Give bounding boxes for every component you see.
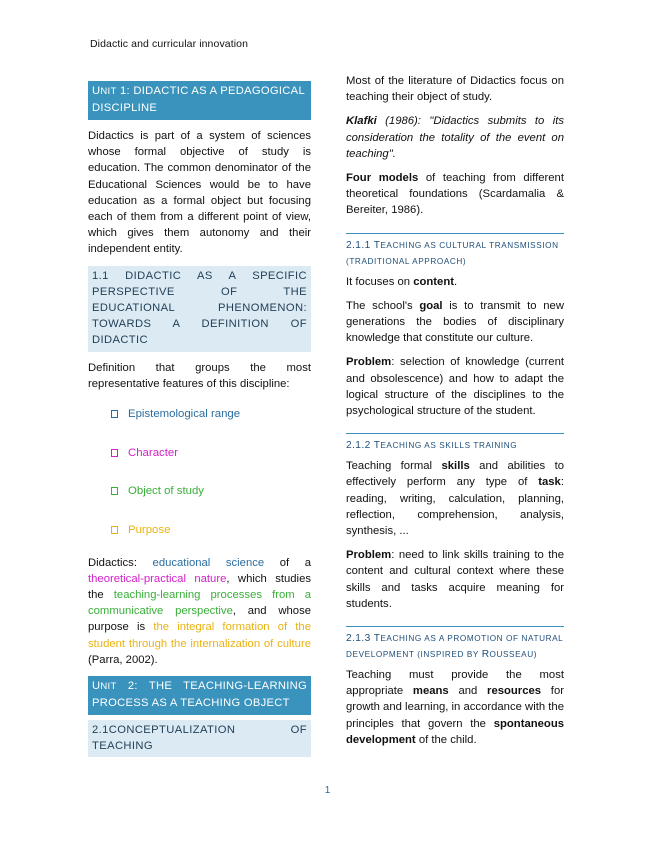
- unit-1-prefix: U: [92, 85, 101, 97]
- subsection-number: 2.1.1: [346, 239, 374, 251]
- bold-term: Problem: [346, 549, 392, 562]
- text-run: and: [448, 685, 488, 698]
- unit-2-heading: [88, 676, 311, 715]
- bold-term: task: [538, 476, 561, 489]
- text-run: , which studies the: [88, 572, 312, 601]
- section-2-1-heading: 2.1CONCEPTUALIZATION OF TEACHING: [88, 720, 311, 757]
- unit-1-title: 1: DIDACTIC AS A PEDAGOGICAL DISCIPLINE: [92, 85, 305, 114]
- bullet-label: Object of study: [128, 485, 204, 498]
- subsection-2-1-3-heading: [346, 626, 564, 663]
- problem-2-paragraph: [346, 547, 564, 612]
- unit-1-prefix-small: NIT: [100, 86, 117, 97]
- text-run: , and whose purpose is: [88, 605, 311, 634]
- highlight-purpose: the integral formation of the student through the internalization of culture: [88, 621, 311, 650]
- bold-term: means: [412, 685, 449, 698]
- models-paragraph: [346, 170, 564, 219]
- bullet-square-icon: [111, 410, 118, 418]
- highlight-object: teaching-learning processes from a communicative perspective: [88, 588, 312, 618]
- text-run: is to transmit to new generations the bodies of disciplinary knowledge that constitute our culture.: [346, 299, 564, 345]
- bullet-label: Character: [128, 446, 179, 459]
- subsection-number: 2.1.3: [346, 633, 374, 645]
- problem-1-paragraph: [346, 354, 564, 419]
- section-1-1-heading: 1.1 DIDACTIC AS A SPECIFIC PERSPECTIVE OF THE EDUCATIONAL PHENOMENON: TOWARDS A DEFINITION OF DIDACTIC: [88, 266, 311, 352]
- subsection-title-3: OUSSEAU): [489, 650, 538, 660]
- text-run: Teaching must provide the most appropriate: [346, 669, 564, 698]
- subsection-title: EACHING AS CULTURAL TRANSMISSION: [380, 240, 559, 250]
- subsection-initial: T: [373, 633, 381, 645]
- text-run: : need to link skills training to the content and cultural context where these skills and tasks acquire meaning for students.: [346, 549, 564, 610]
- running-header: Didactic and curricular innovation: [90, 38, 249, 50]
- models-text: of teaching from different theoretical foundations (Scardamalia & Bereiter, 1986).: [346, 172, 564, 217]
- subsection-initial: T: [373, 440, 381, 452]
- subsection-2-1-1-heading: [346, 233, 564, 270]
- left-column: [88, 81, 311, 757]
- bullet-square-icon: [111, 487, 118, 495]
- feature-list: [88, 406, 311, 538]
- highlight-epistemological: educational science: [152, 556, 265, 569]
- text-run: : selection of knowledge (current and obsolescence) and how to adapt the logical structure of the disciplines to the psychological structure of the student.: [346, 356, 564, 418]
- bullet-label: Epistemological range: [128, 408, 241, 421]
- bold-term: spontaneous development: [346, 717, 564, 746]
- text-run: for growth and learning, in accordance with the principles that govern the: [346, 685, 564, 730]
- list-item: [88, 483, 311, 499]
- bold-term: goal: [419, 299, 443, 312]
- skills-paragraph: [346, 458, 564, 539]
- unit-2-prefix: U: [92, 679, 101, 692]
- klafki-quote: [346, 113, 564, 162]
- list-item: [88, 522, 311, 538]
- goal-paragraph: [346, 298, 564, 347]
- bullet-label: Purpose: [128, 523, 171, 536]
- bullet-square-icon: [111, 526, 118, 534]
- subsection-initial: T: [373, 239, 381, 251]
- text-run: of the child.: [415, 733, 477, 746]
- unit-1-heading: [88, 81, 311, 120]
- didactics-definition: [88, 555, 311, 668]
- unit-2-prefix-small: NIT: [100, 680, 117, 692]
- bullet-square-icon: [111, 449, 118, 457]
- intro-paragraph: Didactics is part of a system of sciences whose formal objective of study is education. The common denominator of the Educational Sciences would be to have education as a formal object but focusing each of them from a different point of view, which gives them autonomy and their independent entity.: [88, 130, 311, 256]
- list-item: [88, 406, 311, 422]
- subsection-title-2: DEVELOPMENT (INSPIRED BY: [346, 650, 482, 660]
- list-item: [88, 445, 311, 461]
- subsection-number: 2.1.2: [346, 440, 374, 452]
- text-run: of a: [264, 556, 312, 569]
- subsection-2-1-2-heading: [346, 433, 564, 454]
- definition-paragraph: Definition that groups the most representative features of this discipline:: [88, 361, 311, 390]
- text-run: : reading, writing, calculation, planning, reflection, comprehension, analysis, synthesis, ...: [346, 476, 564, 538]
- subsection-title: EACHING AS SKILLS TRAINING: [380, 441, 518, 451]
- text-run: and abilities to effectively perform any type of: [346, 460, 564, 489]
- text-run: The school's: [346, 299, 420, 312]
- bold-term: content: [413, 275, 454, 288]
- text-run: Teaching formal: [346, 460, 442, 473]
- literature-paragraph: Most of the literature of Didactics focus on teaching their object of study.: [346, 75, 564, 104]
- right-column: [346, 73, 564, 748]
- subsection-title: EACHING AS A PROMOTION OF NATURAL: [380, 634, 564, 644]
- bold-term: resources: [487, 685, 542, 698]
- models-bold: Four models: [346, 172, 419, 185]
- subsection-title-2: (TRADITIONAL APPROACH): [346, 256, 467, 266]
- text-run: It focuses on: [346, 275, 414, 288]
- bold-term: skills: [441, 460, 470, 473]
- unit-2-title: 2: THE TEACHING-LEARNING PROCESS AS A TEACHING OBJECT: [92, 679, 307, 709]
- text-run: Didactics:: [88, 556, 153, 569]
- subsection-initial-2: R: [481, 649, 490, 661]
- focus-paragraph: [346, 274, 564, 290]
- page-number: 1: [324, 785, 331, 796]
- text-run: .: [454, 275, 458, 288]
- bold-term: Problem: [346, 356, 392, 369]
- highlight-character: theoretical-practical nature: [88, 572, 227, 585]
- klafki-text: (1986): "Didactics submits to its consideration the totality of the event on teaching".: [346, 115, 564, 160]
- klafki-name: Klafki: [346, 115, 377, 128]
- text-run: (Parra, 2002).: [88, 653, 158, 666]
- natural-development-paragraph: [346, 667, 564, 748]
